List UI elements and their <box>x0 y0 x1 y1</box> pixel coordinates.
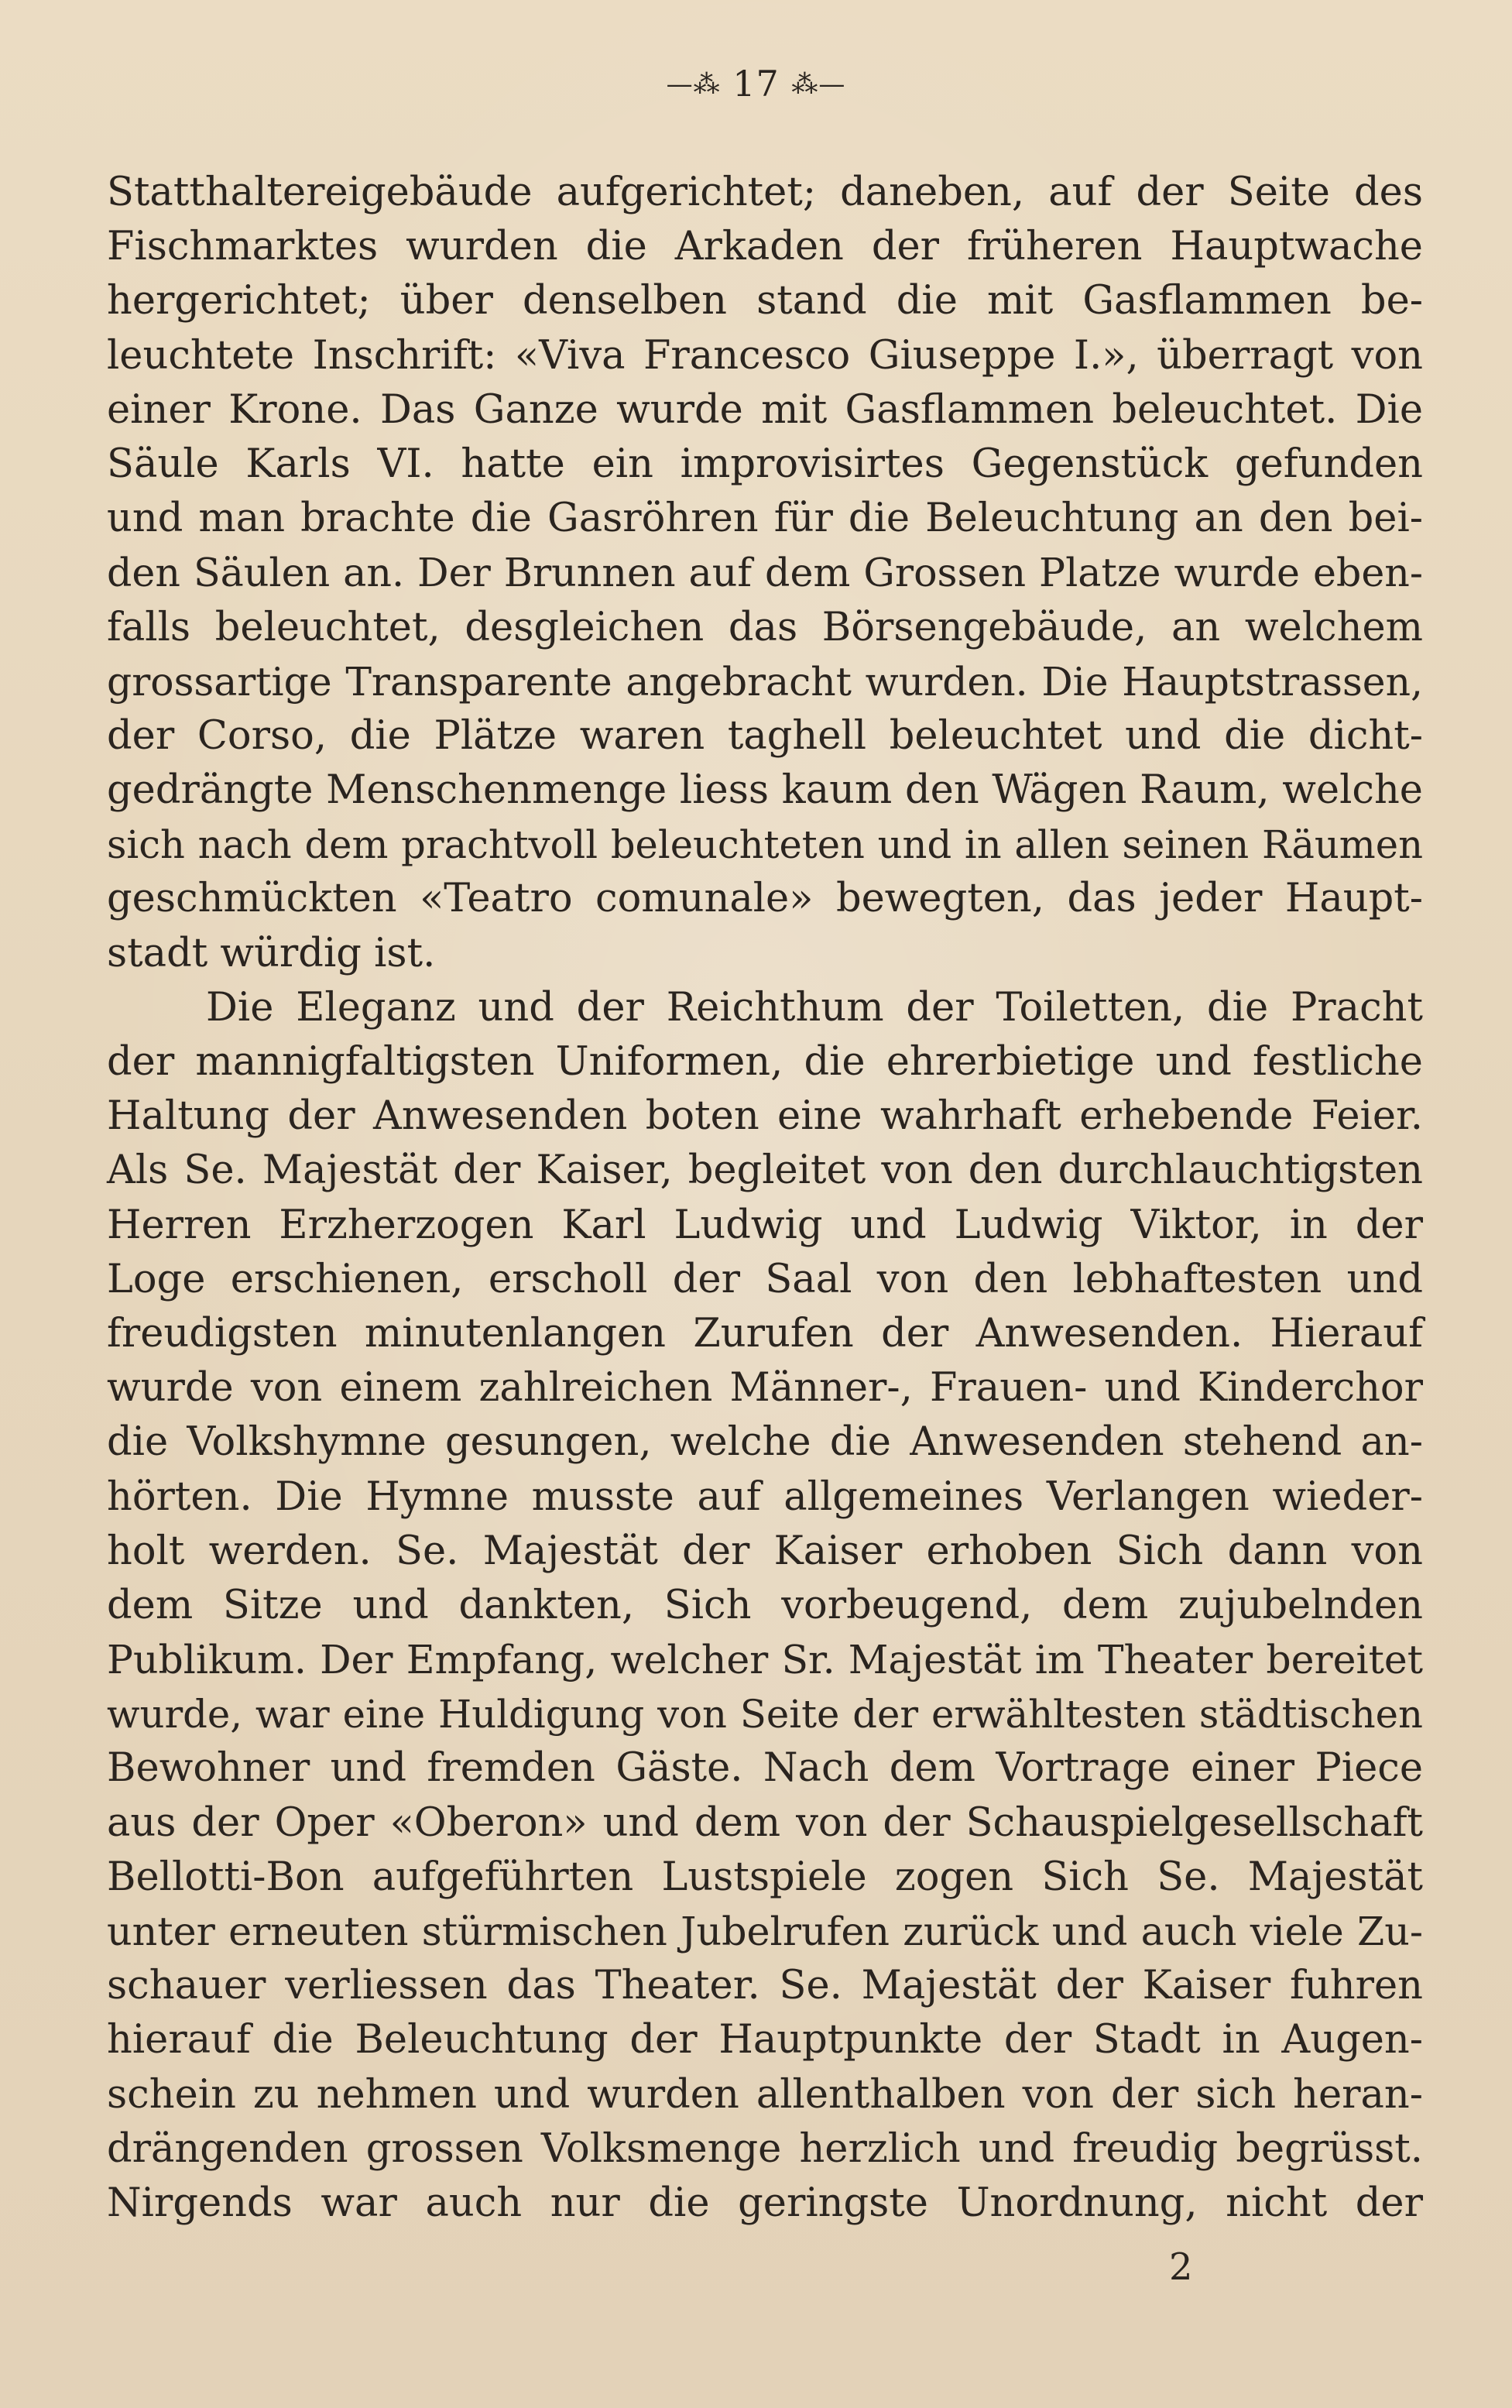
text-line: falls beleuchtet, desgleichen das Börsengebäude, an welchem <box>107 604 1423 650</box>
body-text <box>107 166 1423 2231</box>
text-line: geschmückten «Teatro comunale» bewegten, das jeder Haupt- <box>107 876 1423 922</box>
ornament-left: —⁂ <box>666 69 721 100</box>
text-line: Loge erschienen, erscholl der Saal von den lebhaftesten und <box>107 1256 1423 1302</box>
text-line: gedrängte Menschenmenge liess kaum den Wägen Raum, welche <box>107 767 1423 814</box>
text-line: hierauf die Beleuchtung der Hauptpunkte der Stadt in Augen- <box>107 2017 1423 2063</box>
text-line: wurde von einem zahlreichen Männer-, Frauen- und Kinderchor <box>107 1365 1423 1412</box>
text-line: drängenden grossen Volksmenge herzlich und freudig begrüsst. <box>107 2125 1423 2172</box>
text-line: sich nach dem prachtvoll beleuchteten und in allen seinen Räumen <box>107 822 1423 868</box>
text-line: freudigsten minutenlangen Zurufen der Anwesenden. Hierauf <box>107 1310 1423 1357</box>
text-line-paragraph-end: stadt würdig ist. <box>107 930 436 976</box>
text-line: Bewohner und fremden Gäste. Nach dem Vortrage einer Piece <box>107 1745 1423 1792</box>
text-line: die Volkshymne gesungen, welche die Anwesenden stehend an- <box>107 1419 1423 1466</box>
text-line: Statthaltereigebäude aufgerichtet; daneben, auf der Seite des <box>107 170 1423 215</box>
text-line: Säule Karls VI. hatte ein improvisirtes Gegenstück gefunden <box>107 441 1423 487</box>
text-line: dem Sitze und dankten, Sich vorbeugend, dem zujubelnden <box>107 1582 1423 1628</box>
text-line: einer Krone. Das Ganze wurde mit Gasflammen beleuchtet. Die <box>107 386 1423 433</box>
text-line: aus der Oper «Oberon» und dem von der Schauspielgesellschaft <box>107 1799 1423 1846</box>
text-line-paragraph-start: Die Eleganz und der Reichthum der Toiletten, die Pracht <box>206 984 1423 1031</box>
text-line: leuchtete Inschrift: «Viva Francesco Giuseppe I.», überragt von <box>107 332 1423 379</box>
text-line: der mannigfaltigsten Uniformen, die ehrerbietige und festliche <box>107 1039 1423 1085</box>
text-line: Bellotti-Bon aufgeführten Lustspiele zogen Sich Se. Majestät <box>107 1854 1423 1900</box>
running-head <box>0 60 1512 108</box>
text-line: wurde, war eine Huldigung von Seite der erwähltesten städtischen <box>107 1692 1423 1737</box>
signature-mark: 2 <box>1169 2245 1193 2289</box>
text-line: grossartige Transparente angebracht wurden. Die Hauptstrassen, <box>107 658 1423 705</box>
text-line: hergerichtet; über denselben stand die mit Gasflammen be- <box>107 278 1423 324</box>
ornament-right: ⁂— <box>791 69 846 100</box>
text-line: Haltung der Anwesenden boten eine wahrhaft erhebende Feier. <box>107 1093 1423 1140</box>
text-line: und man brachte die Gasröhren für die Beleuchtung an den bei- <box>107 496 1423 542</box>
text-line: Nirgends war auch nur die geringste Unordnung, nicht der <box>107 2180 1423 2226</box>
text-line: Als Se. Majestät der Kaiser, begleitet von den durchlauchtigsten <box>107 1147 1423 1194</box>
text-line: Herren Erzherzogen Karl Ludwig und Ludwig Viktor, in der <box>107 1202 1423 1248</box>
text-line: Publikum. Der Empfang, welcher Sr. Majestät im Theater bereitet <box>107 1637 1423 1683</box>
text-line: schauer verliessen das Theater. Se. Majestät der Kaiser fuhren <box>107 1963 1423 2009</box>
page-number: 17 <box>732 63 780 105</box>
text-line: hörten. Die Hymne musste auf allgemeines Verlangen wieder- <box>107 1473 1423 1520</box>
text-line: schein zu nehmen und wurden allenthalben von der sich heran- <box>107 2071 1423 2118</box>
text-line: der Corso, die Plätze waren taghell beleuchtet und die dicht- <box>107 712 1423 759</box>
text-line: unter erneuten stürmischen Jubelrufen zurück und auch viele Zu- <box>107 1909 1423 1954</box>
text-line: holt werden. Se. Majestät der Kaiser erhoben Sich dann von <box>107 1528 1423 1574</box>
text-line: Fischmarktes wurden die Arkaden der früheren Hauptwache <box>107 224 1423 270</box>
text-line: den Säulen an. Der Brunnen auf dem Grossen Platze wurde eben- <box>107 550 1423 596</box>
